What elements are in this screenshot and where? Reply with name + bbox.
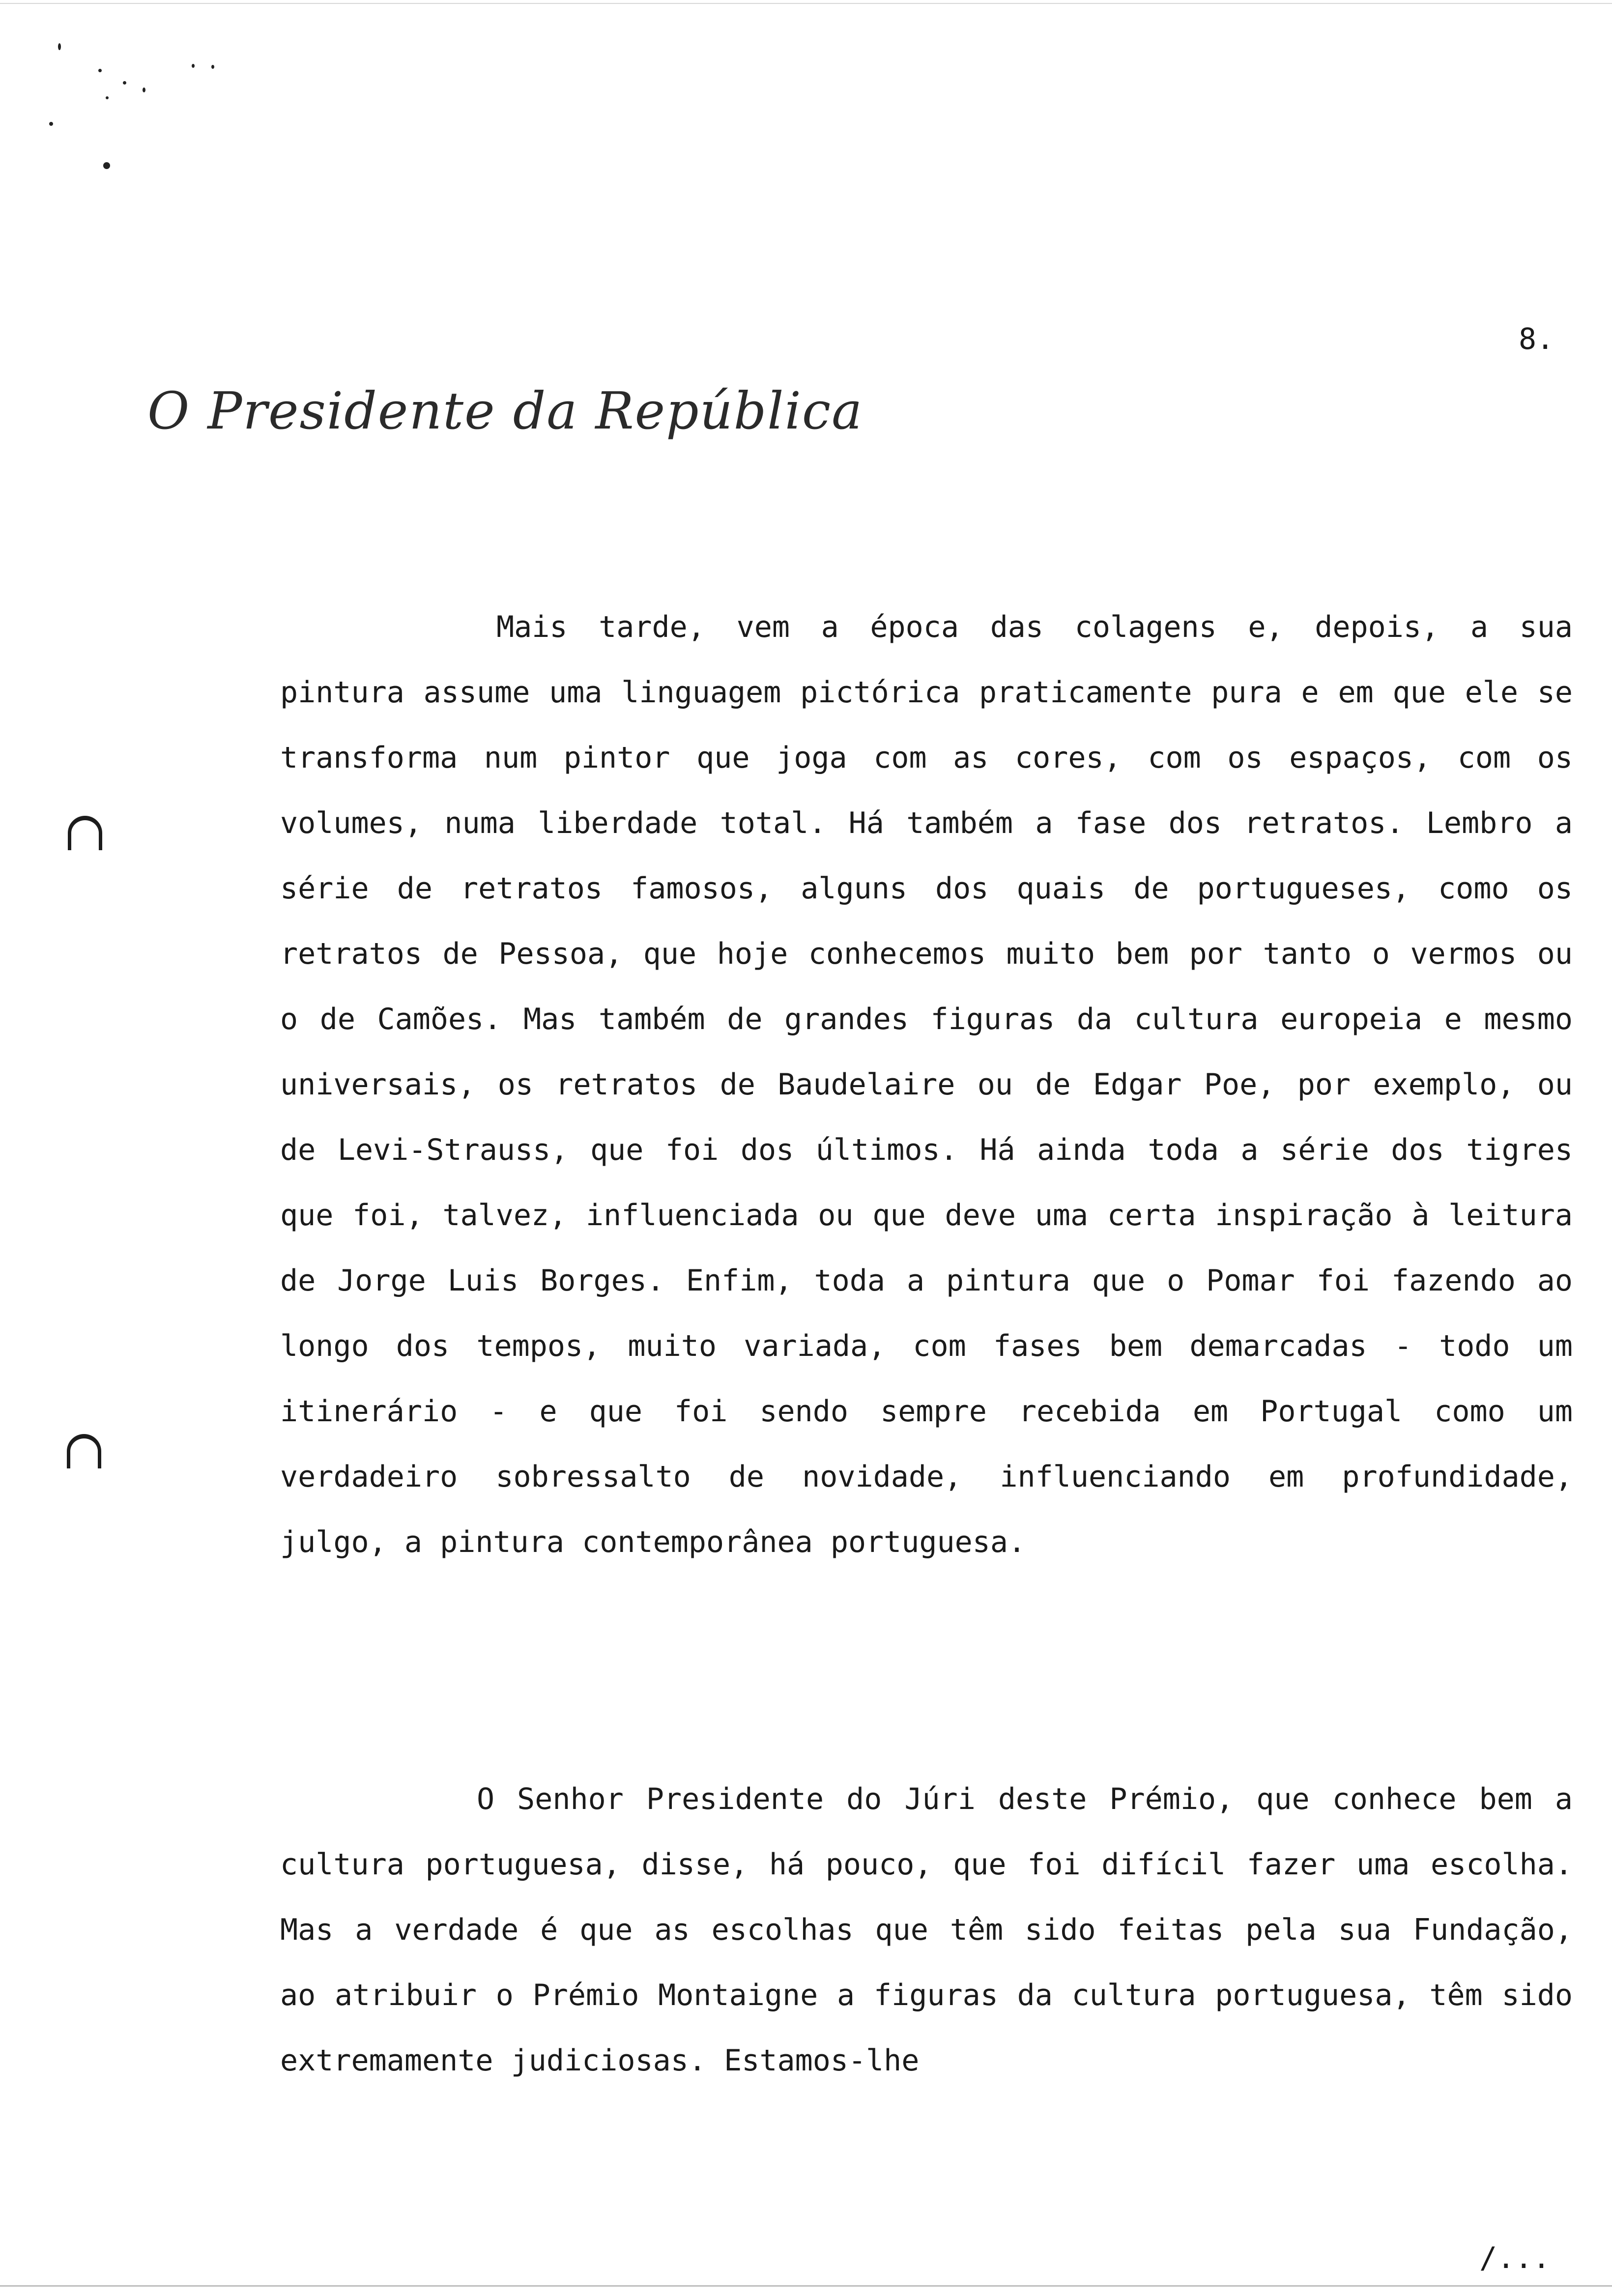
scan-speck: [143, 87, 145, 92]
scan-speck: [106, 96, 109, 99]
scan-speck: [192, 64, 195, 68]
punch-hole-mark: [67, 1434, 101, 1468]
letterhead-title: O Presidente da República: [147, 381, 864, 441]
body-paragraph: O Senhor Presidente do Júri deste Prémio, que conhece bem a cultura portuguesa, disse, há pouco, que foi difícil fazer uma escolha. Mas a verdade é que as escolhas que têm sido feitas pela sua Fundação, ao atribuir o Prémio Montaigne a figuras da cultura portuguesa, têm sido extremamente judiciosas. Estamos-lhe: [280, 1782, 1573, 2078]
scan-speck: [98, 69, 102, 72]
scan-speck: [49, 122, 53, 126]
scan-speck: [123, 81, 126, 85]
page-number: 8.: [1519, 322, 1554, 356]
scan-speck: [211, 65, 214, 69]
scan-speck: [103, 162, 110, 169]
punch-hole-mark: [68, 816, 102, 850]
scan-top-edge: [0, 3, 1612, 4]
scan-bottom-edge: [0, 2285, 1612, 2287]
body-paragraph: Mais tarde, vem a época das colagens e, depois, a sua pintura assume uma linguagem pictórica praticamente pura e em que ele se transforma num pintor que joga com as cores, com os espaços, com os volumes, numa liberdade total. Há também a fase dos retratos. Lembro a série de retratos famosos, alguns dos quais de portugueses, como os retratos de Pessoa, que hoje conhecemos muito bem por tanto o vermos ou o de Camões. Mas também de grandes figuras da cultura europeia e mesmo universais, os retratos de Baudelaire ou de Edgar Poe, por exemplo, ou de Levi-Strauss, que foi dos últimos. Há ainda toda a série dos tigres que foi, talvez, influenciada ou que deve uma certa inspiração à leitura de Jorge Luis Borges. Enfim, toda a pintura que o Pomar foi fazendo ao longo dos tempos, muito variada, com fases bem demarcadas - todo um itinerário - e que foi sendo sempre recebida em Portugal como um verdadeiro sobressalto de novidade, influenciando em profundidade, julgo, a pintura contemporânea portuguesa.: [280, 610, 1573, 1559]
continuation-mark: /...: [1479, 2241, 1551, 2275]
scan-speck: [58, 43, 61, 50]
